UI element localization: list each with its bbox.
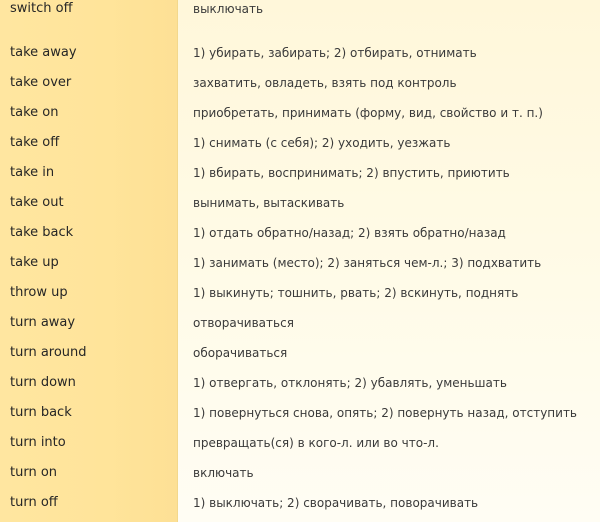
phrase-text: switch off <box>10 1 73 16</box>
table-row <box>0 158 600 188</box>
translation-text: отворачиваться <box>193 316 294 330</box>
phrase-text: turn back <box>10 405 72 420</box>
phrase-text: take on <box>10 105 59 120</box>
phrase-text: take up <box>10 255 59 270</box>
translation-text: 1) занимать (место); 2) заняться чем-л.; 3) подхватить <box>193 256 542 270</box>
table-row <box>0 0 600 24</box>
table-row <box>0 308 600 338</box>
phrase-text: take away <box>10 45 77 60</box>
translation-text: приобретать, принимать (форму, вид, свойство и т. п.) <box>193 106 543 120</box>
table-row <box>0 398 600 428</box>
translation-text: выключать <box>193 2 264 16</box>
phrase-text: take off <box>10 135 60 150</box>
table-row <box>0 368 600 398</box>
phrase-text: take out <box>10 195 64 210</box>
phrase-text: turn around <box>10 345 87 360</box>
table-row <box>0 248 600 278</box>
translation-text: оборачиваться <box>193 346 288 360</box>
translation-text: 1) отвергать, отклонять; 2) убавлять, уменьшать <box>193 376 507 390</box>
phrase-text: turn down <box>10 375 76 390</box>
translation-text: вынимать, вытаскивать <box>193 196 345 210</box>
translation-text: 1) снимать (с себя); 2) уходить, уезжать <box>193 136 451 150</box>
phrase-text: take in <box>10 165 55 180</box>
table-row <box>0 188 600 218</box>
phrase-text: take back <box>10 225 74 240</box>
table-row <box>0 218 600 248</box>
table-row <box>0 128 600 158</box>
table-row <box>0 68 600 98</box>
translation-text: включать <box>193 466 254 480</box>
phrase-text: turn on <box>10 465 58 480</box>
table-row <box>0 458 600 488</box>
phrase-text: take over <box>10 75 72 90</box>
translation-text: 1) повернуться снова, опять; 2) повернуть назад, отступить <box>193 406 577 420</box>
table-row <box>0 38 600 68</box>
table-row <box>0 428 600 458</box>
phrase-text: turn into <box>10 435 66 450</box>
phrase-text: throw up <box>10 285 68 300</box>
table-row <box>0 278 600 308</box>
phrase-text: turn away <box>10 315 76 330</box>
translation-text: захватить, овладеть, взять под контроль <box>193 76 457 90</box>
translation-text: 1) вбирать, воспринимать; 2) впустить, приютить <box>193 166 510 180</box>
phrase-text: turn off <box>10 495 58 510</box>
table-row <box>0 338 600 368</box>
translation-text: превращать(ся) в кого-л. или во что-л. <box>193 436 439 450</box>
table-row <box>0 98 600 128</box>
table-row <box>0 488 600 518</box>
translation-text: 1) выкинуть; тошнить, рвать; 2) вскинуть, поднять <box>193 286 519 300</box>
translation-text: 1) отдать обратно/назад; 2) взять обратно/назад <box>193 226 506 240</box>
translation-text: 1) убирать, забирать; 2) отбирать, отнимать <box>193 46 477 60</box>
translation-text: 1) выключать; 2) сворачивать, поворачивать <box>193 496 479 510</box>
